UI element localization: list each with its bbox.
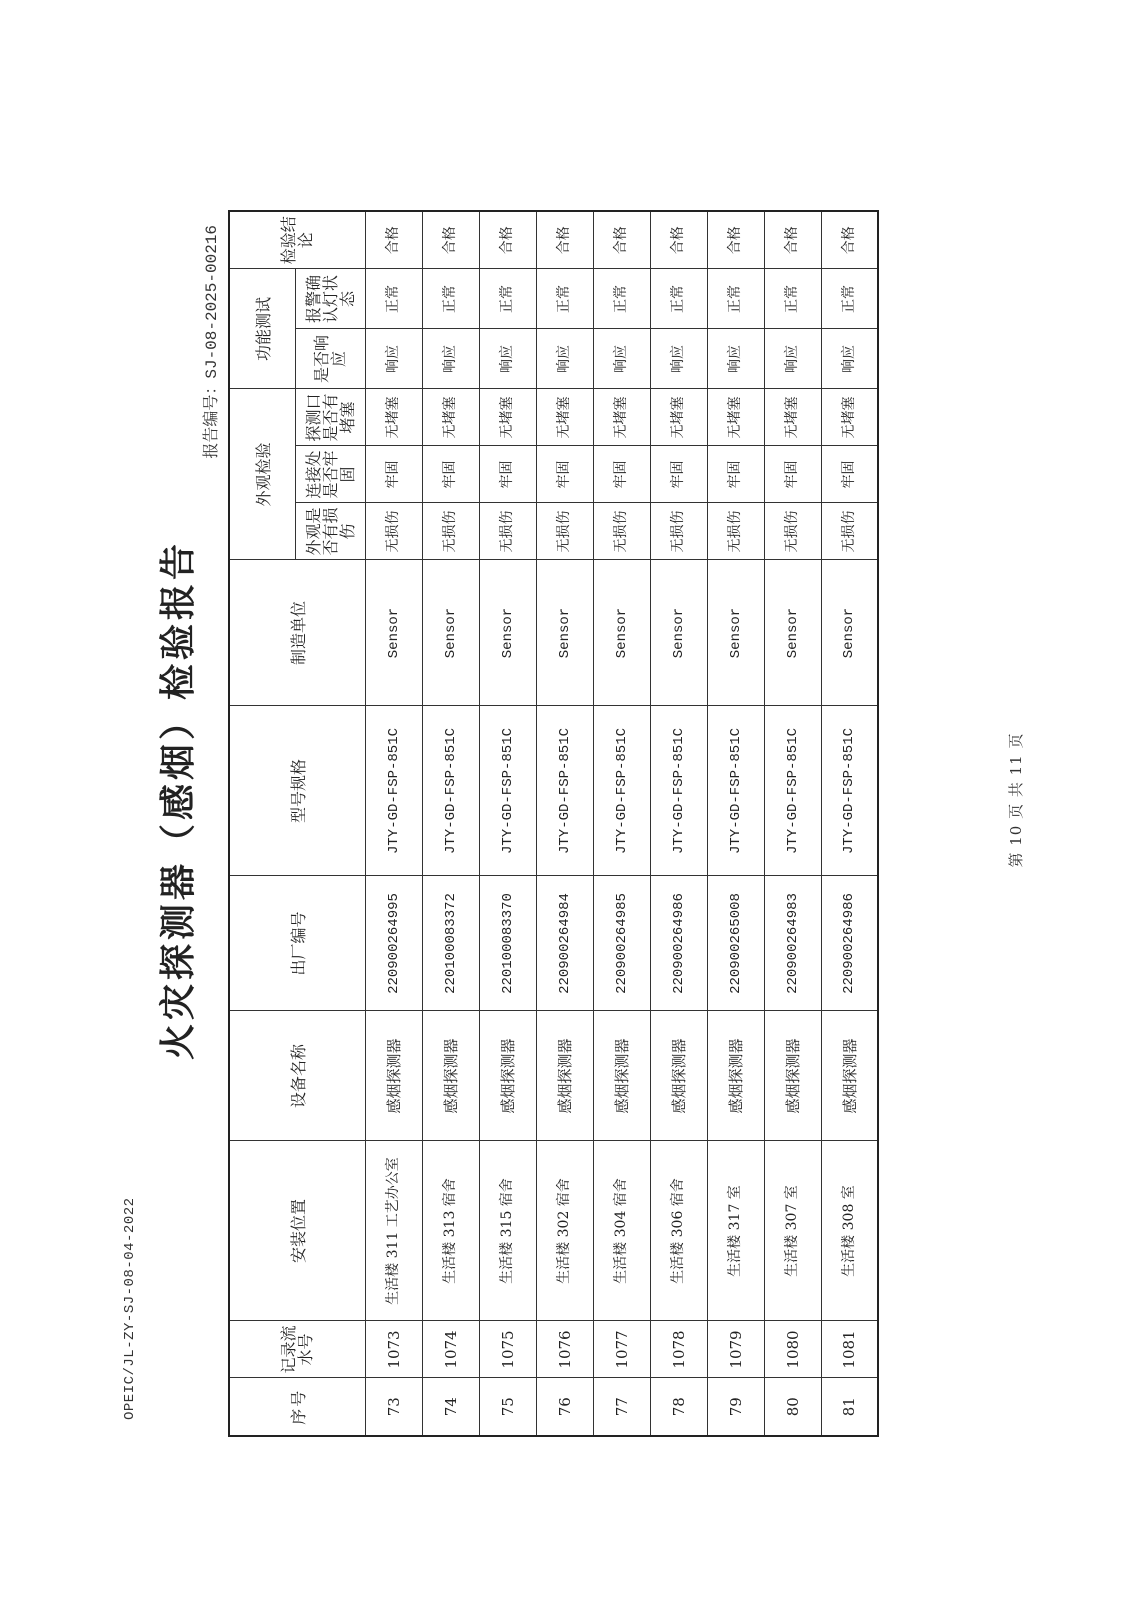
cell-record-no: 1078 (650, 1321, 707, 1378)
cell-manufacturer: Sensor (764, 560, 821, 706)
header-location: 安装位置 (229, 1141, 365, 1321)
cell-conclusion: 合格 (707, 211, 764, 269)
header-alarm-light: 报警确认灯状态 (295, 269, 365, 329)
table-row (536, 211, 593, 1436)
cell-light: 正常 (593, 269, 650, 329)
cell-model: JTY-GD-FSP-851C (593, 706, 650, 876)
cell-light: 正常 (821, 269, 878, 329)
cell-serial: 220900264983 (764, 876, 821, 1011)
cell-serial: 220900264986 (821, 876, 878, 1011)
cell-model: JTY-GD-FSP-851C (536, 706, 593, 876)
cell-responds: 响应 (764, 329, 821, 389)
cell-seq: 74 (422, 1378, 479, 1436)
cell-firm: 牢固 (479, 446, 536, 503)
cell-location: 生活楼 304 宿舍 (593, 1141, 650, 1321)
cell-damage: 无损伤 (422, 503, 479, 560)
cell-firm: 牢固 (365, 446, 422, 503)
header-probe-blocked: 探测口是否有堵塞 (295, 389, 365, 446)
cell-conclusion: 合格 (365, 211, 422, 269)
cell-responds: 响应 (479, 329, 536, 389)
cell-blocked: 无堵塞 (365, 389, 422, 446)
cell-seq: 81 (821, 1378, 878, 1436)
cell-firm: 牢固 (821, 446, 878, 503)
header-manufacturer: 制造单位 (229, 560, 365, 706)
cell-responds: 响应 (536, 329, 593, 389)
cell-light: 正常 (650, 269, 707, 329)
cell-location: 生活楼 302 宿舍 (536, 1141, 593, 1321)
table-row (764, 211, 821, 1436)
cell-blocked: 无堵塞 (536, 389, 593, 446)
cell-responds: 响应 (650, 329, 707, 389)
header-device-name: 设备名称 (229, 1011, 365, 1141)
report-number-value: SJ-08-2025-00216 (203, 225, 221, 379)
table-row (593, 211, 650, 1436)
cell-seq: 76 (536, 1378, 593, 1436)
cell-model: JTY-GD-FSP-851C (821, 706, 878, 876)
header-seq: 序号 (229, 1378, 365, 1436)
cell-firm: 牢固 (536, 446, 593, 503)
cell-serial: 220100083370 (479, 876, 536, 1011)
cell-damage: 无损伤 (479, 503, 536, 560)
cell-seq: 77 (593, 1378, 650, 1436)
cell-conclusion: 合格 (536, 211, 593, 269)
cell-blocked: 无堵塞 (821, 389, 878, 446)
cell-responds: 响应 (707, 329, 764, 389)
cell-model: JTY-GD-FSP-851C (365, 706, 422, 876)
cell-manufacturer: Sensor (479, 560, 536, 706)
cell-record-no: 1079 (707, 1321, 764, 1378)
cell-device-name: 感烟探测器 (536, 1011, 593, 1141)
cell-blocked: 无堵塞 (479, 389, 536, 446)
cell-damage: 无损伤 (707, 503, 764, 560)
cell-seq: 79 (707, 1378, 764, 1436)
cell-device-name: 感烟探测器 (764, 1011, 821, 1141)
cell-record-no: 1077 (593, 1321, 650, 1378)
cell-blocked: 无堵塞 (593, 389, 650, 446)
page-title: 火灾探测器（感烟）检验报告 (158, 540, 199, 1061)
cell-location: 生活楼 306 宿舍 (650, 1141, 707, 1321)
cell-conclusion: 合格 (422, 211, 479, 269)
cell-firm: 牢固 (593, 446, 650, 503)
cell-record-no: 1073 (365, 1321, 422, 1378)
cell-device-name: 感烟探测器 (479, 1011, 536, 1141)
inspection-table (228, 210, 879, 1437)
cell-model: JTY-GD-FSP-851C (707, 706, 764, 876)
cell-device-name: 感烟探测器 (365, 1011, 422, 1141)
cell-location: 生活楼 307 室 (764, 1141, 821, 1321)
cell-light: 正常 (365, 269, 422, 329)
cell-seq: 80 (764, 1378, 821, 1436)
cell-damage: 无损伤 (365, 503, 422, 560)
cell-manufacturer: Sensor (536, 560, 593, 706)
header-conclusion: 检验结论 (229, 211, 365, 269)
report-number (198, 225, 221, 459)
cell-record-no: 1076 (536, 1321, 593, 1378)
report-number-label: 报告编号： (201, 378, 220, 459)
cell-device-name: 感烟探测器 (422, 1011, 479, 1141)
cell-firm: 牢固 (650, 446, 707, 503)
cell-light: 正常 (707, 269, 764, 329)
cell-manufacturer: Sensor (365, 560, 422, 706)
cell-record-no: 1074 (422, 1321, 479, 1378)
cell-light: 正常 (536, 269, 593, 329)
table-row (821, 211, 878, 1436)
cell-manufacturer: Sensor (707, 560, 764, 706)
cell-damage: 无损伤 (536, 503, 593, 560)
cell-blocked: 无堵塞 (422, 389, 479, 446)
cell-serial: 220900265008 (707, 876, 764, 1011)
cell-firm: 牢固 (422, 446, 479, 503)
page-footer: 第 10 页 共 11 页 (1007, 732, 1025, 868)
cell-serial: 220900264985 (593, 876, 650, 1011)
cell-model: JTY-GD-FSP-851C (479, 706, 536, 876)
cell-record-no: 1075 (479, 1321, 536, 1378)
cell-blocked: 无堵塞 (707, 389, 764, 446)
header-record-no: 记录流水号 (229, 1321, 365, 1378)
table-row (707, 211, 764, 1436)
cell-seq: 75 (479, 1378, 536, 1436)
table-row (650, 211, 707, 1436)
table-row (422, 211, 479, 1436)
cell-location: 生活楼 311 工艺办公室 (365, 1141, 422, 1321)
cell-manufacturer: Sensor (821, 560, 878, 706)
cell-location: 生活楼 308 室 (821, 1141, 878, 1321)
table-row (479, 211, 536, 1436)
cell-blocked: 无堵塞 (764, 389, 821, 446)
cell-responds: 响应 (821, 329, 878, 389)
cell-device-name: 感烟探测器 (821, 1011, 878, 1141)
cell-record-no: 1080 (764, 1321, 821, 1378)
cell-responds: 响应 (593, 329, 650, 389)
cell-location: 生活楼 315 宿舍 (479, 1141, 536, 1321)
form-code: OPEIC/JL-ZY-SJ-08-04-2022 (122, 1197, 138, 1420)
cell-seq: 78 (650, 1378, 707, 1436)
cell-damage: 无损伤 (650, 503, 707, 560)
cell-light: 正常 (479, 269, 536, 329)
cell-device-name: 感烟探测器 (707, 1011, 764, 1141)
cell-firm: 牢固 (764, 446, 821, 503)
header-appearance-group: 外观检验 (229, 389, 295, 560)
cell-conclusion: 合格 (650, 211, 707, 269)
cell-firm: 牢固 (707, 446, 764, 503)
cell-serial: 220900264986 (650, 876, 707, 1011)
cell-location: 生活楼 313 宿舍 (422, 1141, 479, 1321)
header-function-group: 功能测试 (229, 269, 295, 389)
header-serial: 出厂编号 (229, 876, 365, 1011)
cell-light: 正常 (422, 269, 479, 329)
cell-device-name: 感烟探测器 (650, 1011, 707, 1141)
header-responds: 是否响应 (295, 329, 365, 389)
cell-manufacturer: Sensor (650, 560, 707, 706)
cell-responds: 响应 (365, 329, 422, 389)
cell-location: 生活楼 317 室 (707, 1141, 764, 1321)
cell-serial: 220100083372 (422, 876, 479, 1011)
table-row (365, 211, 422, 1436)
cell-serial: 220900264995 (365, 876, 422, 1011)
cell-manufacturer: Sensor (593, 560, 650, 706)
cell-conclusion: 合格 (593, 211, 650, 269)
cell-conclusion: 合格 (479, 211, 536, 269)
cell-responds: 响应 (422, 329, 479, 389)
cell-record-no: 1081 (821, 1321, 878, 1378)
cell-model: JTY-GD-FSP-851C (764, 706, 821, 876)
cell-seq: 73 (365, 1378, 422, 1436)
cell-manufacturer: Sensor (422, 560, 479, 706)
header-connection-firm: 连接处是否牢固 (295, 446, 365, 503)
cell-blocked: 无堵塞 (650, 389, 707, 446)
cell-model: JTY-GD-FSP-851C (422, 706, 479, 876)
cell-damage: 无损伤 (821, 503, 878, 560)
cell-serial: 220900264984 (536, 876, 593, 1011)
cell-light: 正常 (764, 269, 821, 329)
cell-device-name: 感烟探测器 (593, 1011, 650, 1141)
header-model: 型号规格 (229, 706, 365, 876)
cell-damage: 无损伤 (593, 503, 650, 560)
cell-damage: 无损伤 (764, 503, 821, 560)
header-appearance-damage: 外观是否有损伤 (295, 503, 365, 560)
cell-model: JTY-GD-FSP-851C (650, 706, 707, 876)
cell-conclusion: 合格 (821, 211, 878, 269)
cell-conclusion: 合格 (764, 211, 821, 269)
